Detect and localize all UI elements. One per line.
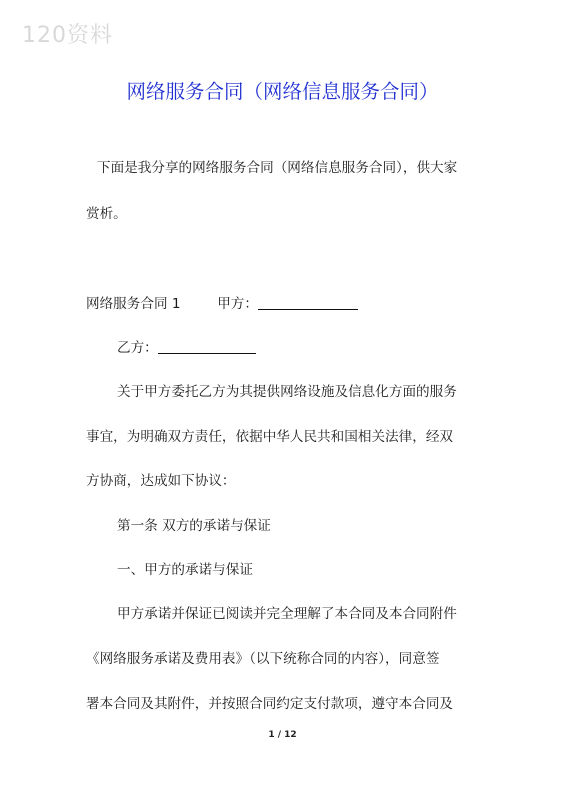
party-b-line: [117, 339, 256, 357]
contract-label: 网络服务合同 1: [86, 296, 181, 312]
para1-line-2: 事宜，为明确双方责任，依据中华人民共和国相关法律，经双: [86, 429, 454, 445]
para2-line-3: 署本合同及其附件，并按照合同约定支付款项，遵守本合同及: [86, 696, 454, 712]
page-indicator: 1 / 12: [268, 730, 297, 740]
document-title: 网络服务合同（网络信息服务合同）: [126, 80, 439, 103]
party-b-label: 乙方：: [117, 340, 158, 356]
party-a-line: [86, 295, 358, 313]
party-a-label: 甲方：: [217, 296, 258, 312]
party-a-blank: [258, 295, 358, 310]
para2-line-1: 甲方承诺并保证已阅读并完全理解了本合同及本合同附件: [117, 606, 457, 622]
para1-line-1: 关于甲方委托乙方为其提供网络设施及信息化方面的服务: [117, 384, 457, 400]
para2-line-2: 《网络服务承诺及费用表》（以下统称合同的内容），同意签: [86, 651, 440, 667]
party-b-blank: [158, 339, 256, 354]
intro-line-1: 下面是我分享的网络服务合同（网络信息服务合同），供大家: [97, 160, 458, 176]
page-number: 1: [268, 730, 275, 740]
page-total: 12: [284, 730, 297, 740]
watermark: 120资料: [22, 23, 113, 48]
section-1-heading: 一、甲方的承诺与保证: [117, 562, 253, 578]
para1-line-3: 方协商，达成如下协议：: [86, 473, 236, 489]
article-1-heading: 第一条 双方的承诺与保证: [117, 518, 271, 534]
intro-line-2: 赏析。: [86, 206, 127, 222]
